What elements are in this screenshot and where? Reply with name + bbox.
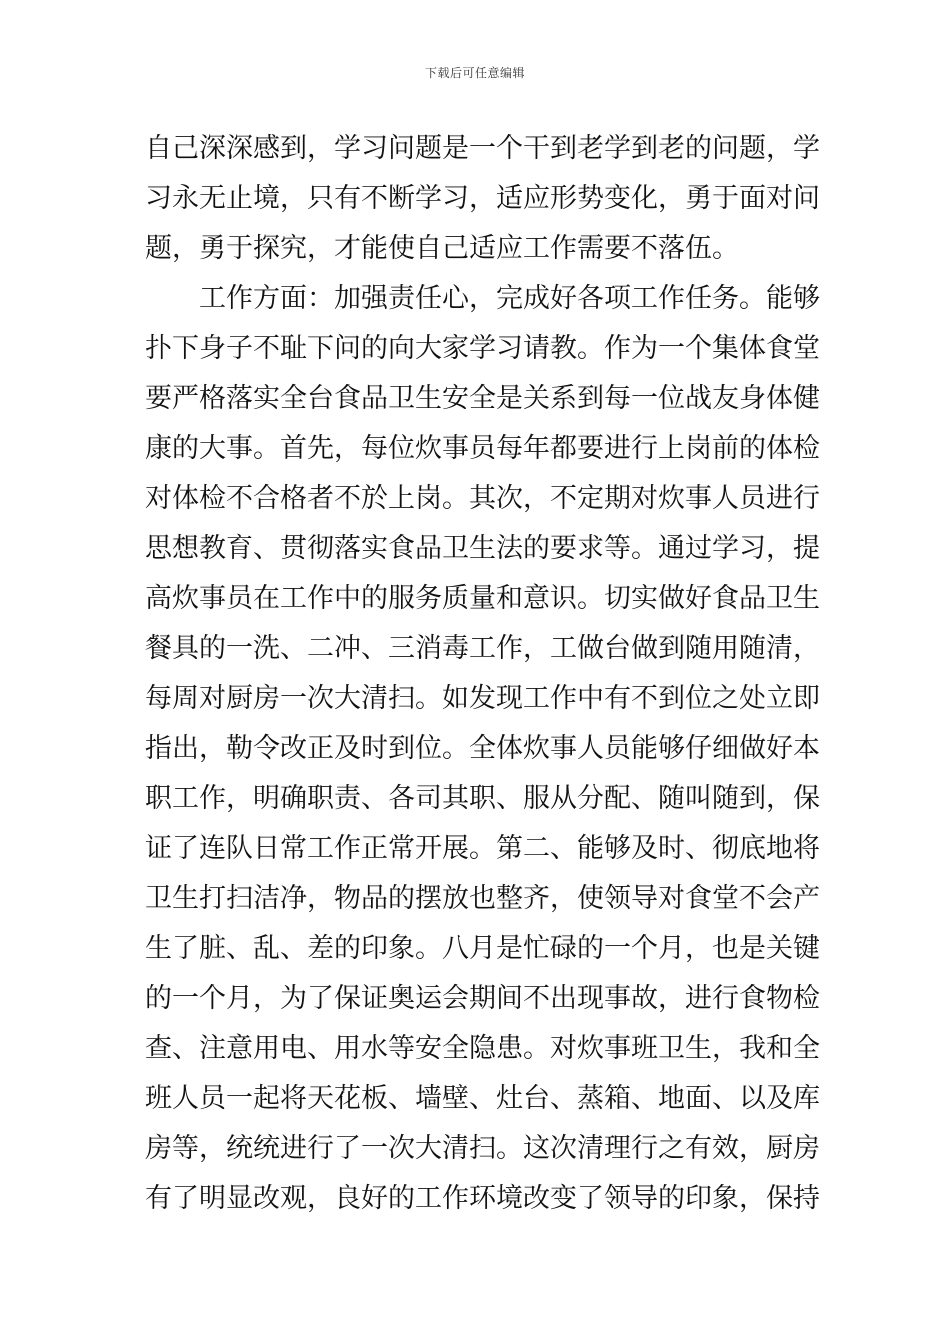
text-line: 卫生打扫洁净，物品的摆放也整齐，使领导对食堂不会产: [145, 883, 820, 914]
text-line: 有了明显改观，良好的工作环境改变了领导的印象，保持: [145, 1183, 820, 1214]
text-line: 高炊事员在工作中的服务质量和意识。切实做好食品卫生: [145, 583, 820, 614]
page-header: 下载后可任意编辑: [424, 66, 525, 80]
text-line: 扑下身子不耻下问的向大家学习请教。作为一个集体食堂: [145, 333, 820, 364]
text-line: 证了连队日常工作正常开展。第二、能够及时、彻底地将: [145, 833, 820, 864]
text-line: 要严格落实全台食品卫生安全是关系到每一位战友身体健: [145, 383, 820, 414]
text-line: 对体检不合格者不於上岗。其次，不定期对炊事人员进行: [145, 483, 820, 514]
text-line: 指出，勒令改正及时到位。全体炊事人员能够仔细做好本: [145, 733, 820, 764]
text-line: 查、注意用电、用水等安全隐患。对炊事班卫生，我和全: [145, 1033, 820, 1064]
text-line: 自己深深感到，学习问题是一个干到老学到老的问题，学: [145, 133, 820, 164]
text-line: 的一个月，为了保证奥运会期间不出现事故，进行食物检: [145, 983, 820, 1014]
text-line: 题，勇于探究，才能使自己适应工作需要不落伍。: [145, 233, 739, 264]
text-line: 房等，统统进行了一次大清扫。这次清理行之有效，厨房: [145, 1133, 820, 1164]
text-line: 餐具的一洗、二冲、三消毒工作，工做台做到随用随清，: [145, 633, 820, 664]
text-line: 习永无止境，只有不断学习，适应形势变化，勇于面对问: [145, 183, 820, 214]
text-line: 生了脏、乱、差的印象。八月是忙碌的一个月，也是关键: [145, 933, 820, 964]
text-line: 职工作，明确职责、各司其职、服从分配、随叫随到，保: [145, 783, 820, 814]
text-line: 思想教育、贯彻落实食品卫生法的要求等。通过学习，提: [145, 533, 820, 564]
text-line: 每周对厨房一次大清扫。如发现工作中有不到位之处立即: [145, 683, 820, 714]
text-line: 工作方面：加强责任心，完成好各项工作任务。能够: [145, 283, 820, 314]
text-line: 康的大事。首先，每位炊事员每年都要进行上岗前的体检: [145, 433, 820, 464]
text-line: 班人员一起将天花板、墙壁、灶台、蒸箱、地面、以及库: [145, 1083, 820, 1114]
